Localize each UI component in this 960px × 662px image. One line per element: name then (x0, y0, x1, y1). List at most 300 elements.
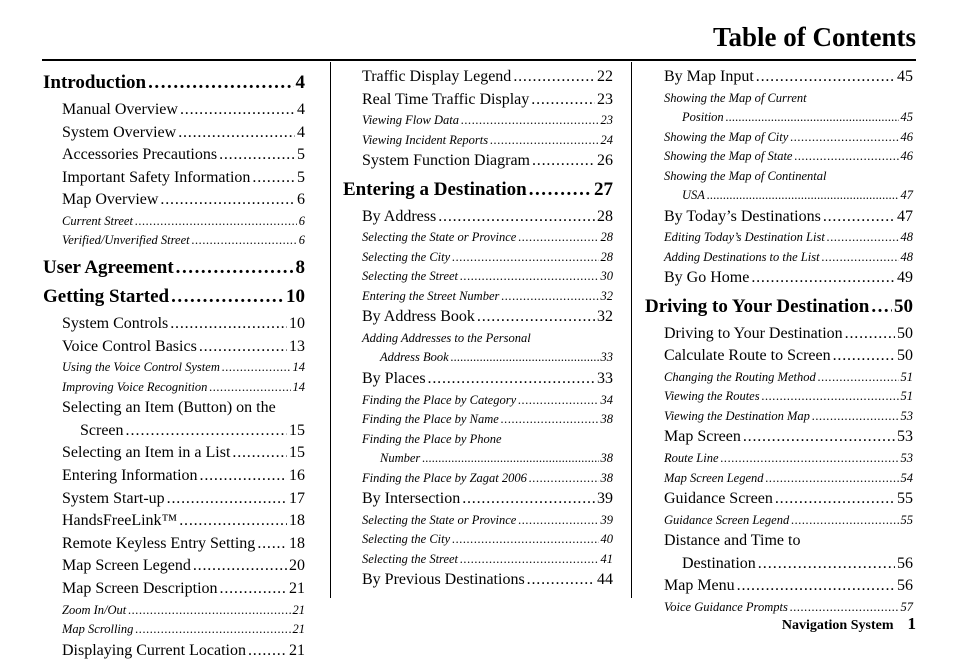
toc-entry-label: By Address Book (362, 306, 475, 329)
toc-entry-label: Map Scrolling (62, 620, 133, 640)
toc-entry-label: By Address (362, 206, 436, 229)
toc-entry-page: 50 (897, 323, 913, 346)
dot-leader (460, 267, 598, 287)
toc-entry[interactable] (43, 285, 305, 309)
toc-entry[interactable] (43, 601, 305, 621)
toc-entry-label: Voice Control Basics (62, 336, 197, 359)
toc-entry[interactable] (645, 206, 913, 229)
toc-entry-label: Viewing the Destination Map (664, 407, 810, 427)
toc-entry[interactable] (645, 511, 913, 531)
toc-entry-page: 51 (901, 387, 914, 407)
dot-leader (762, 387, 899, 407)
toc-entry-page: 53 (901, 449, 914, 469)
toc-entry-page: 28 (601, 228, 614, 248)
dot-leader (460, 550, 598, 570)
toc-entry-page: 26 (597, 150, 613, 173)
dot-leader (513, 66, 595, 89)
toc-entry-label: Real Time Traffic Display (362, 89, 529, 112)
dot-leader (529, 178, 592, 202)
toc-entry-label: Distance and Time to (664, 530, 913, 553)
toc-entry-label: Important Safety Information (62, 167, 250, 190)
toc-entry-label: Selecting the Street (362, 267, 458, 287)
toc-entry-label: Driving to Your Destination (664, 323, 843, 346)
toc-entry-label: By Go Home (664, 267, 749, 290)
toc-entry-label: Finding the Place by Name (362, 410, 499, 430)
toc-entry-label: Route Line (664, 449, 719, 469)
toc-entry-label-continued: Destination (682, 553, 756, 576)
dot-leader (248, 640, 287, 662)
toc-entry[interactable] (43, 189, 305, 212)
toc-entry-page: 24 (601, 131, 614, 151)
toc-entry[interactable] (343, 469, 613, 489)
toc-entry[interactable] (43, 99, 305, 122)
toc-entry-page: 21 (289, 578, 305, 601)
toc-entry[interactable] (343, 368, 613, 391)
toc-entry-label: Finding the Place by Category (362, 391, 516, 411)
dot-leader (518, 511, 598, 531)
toc-entry-continuation (664, 553, 913, 576)
toc-entry[interactable] (43, 640, 305, 662)
dot-leader (199, 336, 287, 359)
dot-leader (232, 442, 287, 465)
toc-entry[interactable] (43, 358, 305, 378)
dot-leader (219, 144, 295, 167)
toc-entry-label: Calculate Route to Screen (664, 345, 831, 368)
toc-entry-page: 10 (289, 313, 305, 336)
dot-leader (257, 533, 287, 556)
toc-entry[interactable] (43, 336, 305, 359)
toc-entry[interactable] (43, 122, 305, 145)
dot-leader (452, 248, 598, 268)
toc-entry-page: 46 (901, 147, 914, 167)
toc-entry-label: Guidance Screen Legend (664, 511, 789, 531)
toc-entry-label: Introduction (43, 71, 146, 95)
toc-entry-page: 4 (296, 71, 306, 95)
toc-entry[interactable] (43, 442, 305, 465)
toc-entry[interactable] (343, 391, 613, 411)
toc-entry-label: Entering the Street Number (362, 287, 499, 307)
toc-entry[interactable] (343, 306, 613, 329)
toc-entry-page: 21 (293, 601, 306, 621)
toc-entry-label: Changing the Routing Method (664, 368, 816, 388)
toc-entry[interactable] (43, 620, 305, 640)
toc-entry-page: 21 (289, 640, 305, 662)
dot-leader (501, 287, 598, 307)
toc-entry-label: Map Screen Description (62, 578, 218, 601)
toc-entry[interactable] (645, 469, 913, 489)
toc-entry-page: 38 (601, 410, 614, 430)
toc-entry-page: 38 (601, 469, 614, 489)
toc-entry-page: 55 (897, 488, 913, 511)
toc-entry-page: 14 (293, 358, 306, 378)
toc-entry[interactable] (645, 228, 913, 248)
toc-entry-label: Showing the Map of City (664, 128, 788, 148)
toc-entry-label: Map Screen Legend (664, 469, 764, 489)
toc-entry-label: Selecting an Item (Button) on the (62, 397, 305, 420)
dot-leader (833, 345, 895, 368)
toc-entry-page: 30 (601, 267, 614, 287)
dot-leader (422, 449, 598, 469)
toc-entry-label: Selecting the State or Province (362, 228, 516, 248)
dot-leader (477, 306, 595, 329)
dot-leader (171, 285, 284, 309)
toc-entry-label: Current Street (62, 212, 133, 232)
toc-entry[interactable] (645, 368, 913, 388)
footer-section-title: Navigation System (782, 618, 894, 633)
toc-entry-page: 44 (597, 569, 613, 592)
toc-entry-label: Selecting the City (362, 530, 450, 550)
toc-entry-label: User Agreement (43, 256, 174, 280)
page-footer (782, 614, 916, 634)
toc-entry-label-continued: Position (682, 108, 724, 128)
dot-leader (451, 348, 599, 368)
toc-entry-page: 39 (601, 511, 614, 531)
toc-entry-page: 5 (297, 167, 305, 190)
dot-leader (180, 99, 295, 122)
toc-entry-page: 18 (289, 510, 305, 533)
toc-entry-page: 48 (901, 228, 914, 248)
toc-entry-page: 23 (601, 111, 614, 131)
toc-entry[interactable] (645, 66, 913, 89)
toc-entry-label: Viewing the Routes (664, 387, 760, 407)
toc-entry[interactable] (343, 228, 613, 248)
toc-entry[interactable] (43, 533, 305, 556)
dot-leader (818, 368, 899, 388)
toc-entry-label-continued: USA (682, 186, 705, 206)
toc-entry-label: HandsFreeLink™ (62, 510, 177, 533)
toc-column-2 (343, 66, 613, 592)
toc-entry-page: 51 (901, 368, 914, 388)
toc-entry-page: 5 (297, 144, 305, 167)
toc-entry-page: 34 (601, 391, 614, 411)
toc-entry-label: Entering Information (62, 465, 198, 488)
toc-entry[interactable] (343, 287, 613, 307)
column-divider (631, 62, 632, 598)
dot-leader (871, 295, 892, 319)
dot-leader (170, 313, 287, 336)
toc-entry-page: 50 (897, 345, 913, 368)
toc-entry[interactable] (43, 167, 305, 190)
toc-entry-label: Viewing Flow Data (362, 111, 459, 131)
toc-entry-label: Displaying Current Location (62, 640, 246, 662)
toc-entry-label: Remote Keyless Entry Setting (62, 533, 255, 556)
toc-entry[interactable] (645, 267, 913, 290)
toc-entry[interactable] (645, 89, 913, 128)
toc-entry-page: 27 (594, 178, 613, 202)
toc-entry[interactable] (645, 128, 913, 148)
toc-entry-label-continued: Screen (80, 420, 124, 443)
toc-entry-label: Map Menu (664, 575, 735, 598)
toc-entry[interactable] (645, 387, 913, 407)
toc-entry-label: System Controls (62, 313, 168, 336)
toc-column-3 (645, 66, 913, 617)
toc-entry[interactable] (343, 511, 613, 531)
toc-entry-page: 41 (601, 550, 614, 570)
toc-entry[interactable] (343, 206, 613, 229)
dot-leader (178, 122, 295, 145)
dot-leader (428, 368, 595, 391)
toc-entry-page: 16 (289, 465, 305, 488)
toc-entry-label: Finding the Place by Phone (362, 430, 613, 450)
toc-entry[interactable] (343, 111, 613, 131)
toc-entry-label: Using the Voice Control System (62, 358, 220, 378)
toc-entry-page: 47 (901, 186, 914, 206)
toc-entry-label: Manual Overview (62, 99, 178, 122)
toc-entry-label: Editing Today’s Destination List (664, 228, 825, 248)
toc-entry-page: 20 (289, 555, 305, 578)
toc-entry-label: Adding Destinations to the List (664, 248, 820, 268)
toc-entry-page: 53 (897, 426, 913, 449)
toc-entry-label: By Map Input (664, 66, 754, 89)
dot-leader (128, 601, 290, 621)
title-rule (42, 59, 916, 61)
dot-leader (845, 323, 895, 346)
dot-leader (751, 267, 895, 290)
dot-leader (438, 206, 595, 229)
dot-leader (707, 186, 899, 206)
toc-entry[interactable] (343, 267, 613, 287)
toc-entry-label: System Function Diagram (362, 150, 530, 173)
toc-entry-label: Guidance Screen (664, 488, 773, 511)
toc-entry[interactable] (43, 397, 305, 442)
toc-entry-label: Map Screen (664, 426, 741, 449)
dot-leader (135, 620, 290, 640)
toc-entry-label: Traffic Display Legend (362, 66, 511, 89)
toc-entry-page: 8 (296, 256, 306, 280)
toc-entry-label: Viewing Incident Reports (362, 131, 488, 151)
toc-entry[interactable] (343, 410, 613, 430)
toc-entry-page: 33 (601, 348, 614, 368)
toc-entry-label: Finding the Place by Zagat 2006 (362, 469, 527, 489)
toc-entry-page: 15 (289, 420, 305, 443)
toc-entry-page: 4 (297, 99, 305, 122)
toc-entry[interactable] (645, 530, 913, 575)
toc-entry[interactable] (43, 510, 305, 533)
toc-entry-continuation (664, 108, 913, 128)
toc-entry[interactable] (343, 150, 613, 173)
dot-leader (529, 469, 599, 489)
dot-leader (756, 66, 895, 89)
toc-entry[interactable] (43, 488, 305, 511)
toc-entry-label: Selecting the Street (362, 550, 458, 570)
toc-entry[interactable] (43, 313, 305, 336)
toc-entry-label: Showing the Map of Current (664, 89, 913, 109)
dot-leader (462, 488, 595, 511)
toc-entry-page: 45 (901, 108, 914, 128)
toc-entry[interactable] (645, 575, 913, 598)
toc-entry[interactable] (645, 147, 913, 167)
toc-entry[interactable] (43, 212, 305, 232)
dot-leader (775, 488, 895, 511)
toc-entry-page: 55 (901, 511, 914, 531)
dot-leader (518, 228, 598, 248)
toc-entry-label: Showing the Map of Continental (664, 167, 913, 187)
toc-entry-page: 49 (897, 267, 913, 290)
toc-entry[interactable] (43, 578, 305, 601)
toc-entry-page: 4 (297, 122, 305, 145)
toc-entry-page: 21 (293, 620, 306, 640)
toc-entry-page: 33 (597, 368, 613, 391)
dot-leader (193, 555, 287, 578)
toc-entry[interactable] (343, 550, 613, 570)
page-title: Table of Contents (713, 22, 916, 53)
toc-entry-page: 28 (597, 206, 613, 229)
toc-entry-page: 22 (597, 66, 613, 89)
toc-entry-page: 6 (299, 212, 305, 232)
toc-entry-label: Showing the Map of State (664, 147, 792, 167)
toc-entry[interactable] (43, 144, 305, 167)
toc-entry-label: By Previous Destinations (362, 569, 525, 592)
toc-entry[interactable] (645, 488, 913, 511)
toc-entry-continuation (362, 449, 613, 469)
toc-entry[interactable] (645, 449, 913, 469)
toc-entry-page: 56 (897, 553, 913, 576)
toc-entry-label-continued: Address Book (380, 348, 449, 368)
dot-leader (766, 469, 899, 489)
toc-entry-page: 28 (601, 248, 614, 268)
toc-entry[interactable] (645, 426, 913, 449)
toc-entry-page: 53 (901, 407, 914, 427)
toc-entry-page: 48 (901, 248, 914, 268)
toc-entry-label: System Overview (62, 122, 176, 145)
dot-leader (501, 410, 599, 430)
toc-entry[interactable] (43, 231, 305, 251)
toc-entry-page: 54 (901, 469, 914, 489)
toc-entry-label: Verified/Unverified Street (62, 231, 190, 251)
toc-entry-label: Improving Voice Recognition (62, 378, 207, 398)
toc-entry[interactable] (343, 430, 613, 469)
toc-entry[interactable] (343, 530, 613, 550)
toc-entry-page: 13 (289, 336, 305, 359)
toc-entry-label: Adding Addresses to the Personal (362, 329, 613, 349)
toc-entry-label: Entering a Destination (343, 178, 527, 202)
toc-entry-page: 39 (597, 488, 613, 511)
toc-column-1 (43, 66, 305, 662)
dot-leader (518, 391, 598, 411)
toc-entry-page: 50 (894, 295, 913, 319)
toc-entry-page: 14 (293, 378, 306, 398)
dot-leader (791, 511, 898, 531)
toc-entry[interactable] (645, 345, 913, 368)
toc-entry[interactable] (43, 555, 305, 578)
toc-entry-label: Getting Started (43, 285, 169, 309)
toc-entry[interactable] (343, 89, 613, 112)
toc-entry-label: Accessories Precautions (62, 144, 217, 167)
toc-entry-page: 47 (897, 206, 913, 229)
dot-leader (252, 167, 295, 190)
toc-entry[interactable] (343, 66, 613, 89)
toc-entry[interactable] (343, 131, 613, 151)
dot-leader (167, 488, 287, 511)
toc-entry[interactable] (343, 329, 613, 368)
toc-entry-page: 6 (297, 189, 305, 212)
dot-leader (222, 358, 291, 378)
toc-entry[interactable] (43, 256, 305, 280)
toc-entry-label: Zoom In/Out (62, 601, 126, 621)
dot-leader (726, 108, 899, 128)
dot-leader (827, 228, 899, 248)
toc-entry[interactable] (43, 378, 305, 398)
toc-entry-continuation (62, 420, 305, 443)
dot-leader (148, 71, 293, 95)
toc-entry-page: 32 (601, 287, 614, 307)
dot-leader (822, 248, 899, 268)
toc-entry-page: 23 (597, 89, 613, 112)
dot-leader (790, 128, 898, 148)
toc-entry-label-continued: Number (380, 449, 420, 469)
toc-entry-label: System Start-up (62, 488, 165, 511)
toc-entry-page: 56 (897, 575, 913, 598)
dot-leader (527, 569, 595, 592)
toc-entry-page: 10 (286, 285, 305, 309)
dot-leader (490, 131, 598, 151)
toc-entry-label: By Today’s Destinations (664, 206, 821, 229)
toc-entry[interactable] (343, 488, 613, 511)
dot-leader (532, 150, 595, 173)
toc-entry[interactable] (645, 407, 913, 427)
toc-entry-page: 38 (601, 449, 614, 469)
dot-leader (160, 189, 295, 212)
toc-entry[interactable] (343, 178, 613, 202)
dot-leader (126, 420, 287, 443)
toc-entry-page: 40 (601, 530, 614, 550)
toc-entry[interactable] (645, 248, 913, 268)
toc-entry-page: 18 (289, 533, 305, 556)
toc-entry[interactable] (43, 71, 305, 95)
toc-entry-label: By Places (362, 368, 426, 391)
dot-leader (823, 206, 895, 229)
toc-entry-label: By Intersection (362, 488, 460, 511)
toc-entry-label: Driving to Your Destination (645, 295, 869, 319)
toc-entry-label: Map Overview (62, 189, 158, 212)
dot-leader (461, 111, 599, 131)
dot-leader (721, 449, 899, 469)
toc-entry[interactable] (645, 323, 913, 346)
dot-leader (209, 378, 290, 398)
dot-leader (794, 147, 898, 167)
dot-leader (200, 465, 287, 488)
dot-leader (737, 575, 895, 598)
toc-entry[interactable] (645, 167, 913, 206)
toc-entry-page: 32 (597, 306, 613, 329)
dot-leader (452, 530, 598, 550)
toc-entry-page: 45 (897, 66, 913, 89)
toc-entry[interactable] (343, 248, 613, 268)
toc-entry-continuation (664, 186, 913, 206)
toc-entry-label: Selecting the State or Province (362, 511, 516, 531)
toc-entry-continuation (362, 348, 613, 368)
toc-entry[interactable] (645, 295, 913, 319)
toc-entry-page: 57 (901, 598, 914, 618)
toc-entry-page: 17 (289, 488, 305, 511)
toc-entry-label: Selecting an Item in a List (62, 442, 230, 465)
toc-entry-label: Voice Guidance Prompts (664, 598, 788, 618)
toc-entry-page: 6 (299, 231, 305, 251)
dot-leader (176, 256, 294, 280)
dot-leader (135, 212, 297, 232)
toc-entry[interactable] (343, 569, 613, 592)
toc-entry-label: Selecting the City (362, 248, 450, 268)
column-divider (330, 62, 331, 598)
toc-entry-page: 15 (289, 442, 305, 465)
toc-entry-page: 46 (901, 128, 914, 148)
dot-leader (812, 407, 899, 427)
toc-entry-label: Map Screen Legend (62, 555, 191, 578)
dot-leader (758, 553, 895, 576)
dot-leader (179, 510, 287, 533)
toc-entry[interactable] (43, 465, 305, 488)
dot-leader (220, 578, 287, 601)
